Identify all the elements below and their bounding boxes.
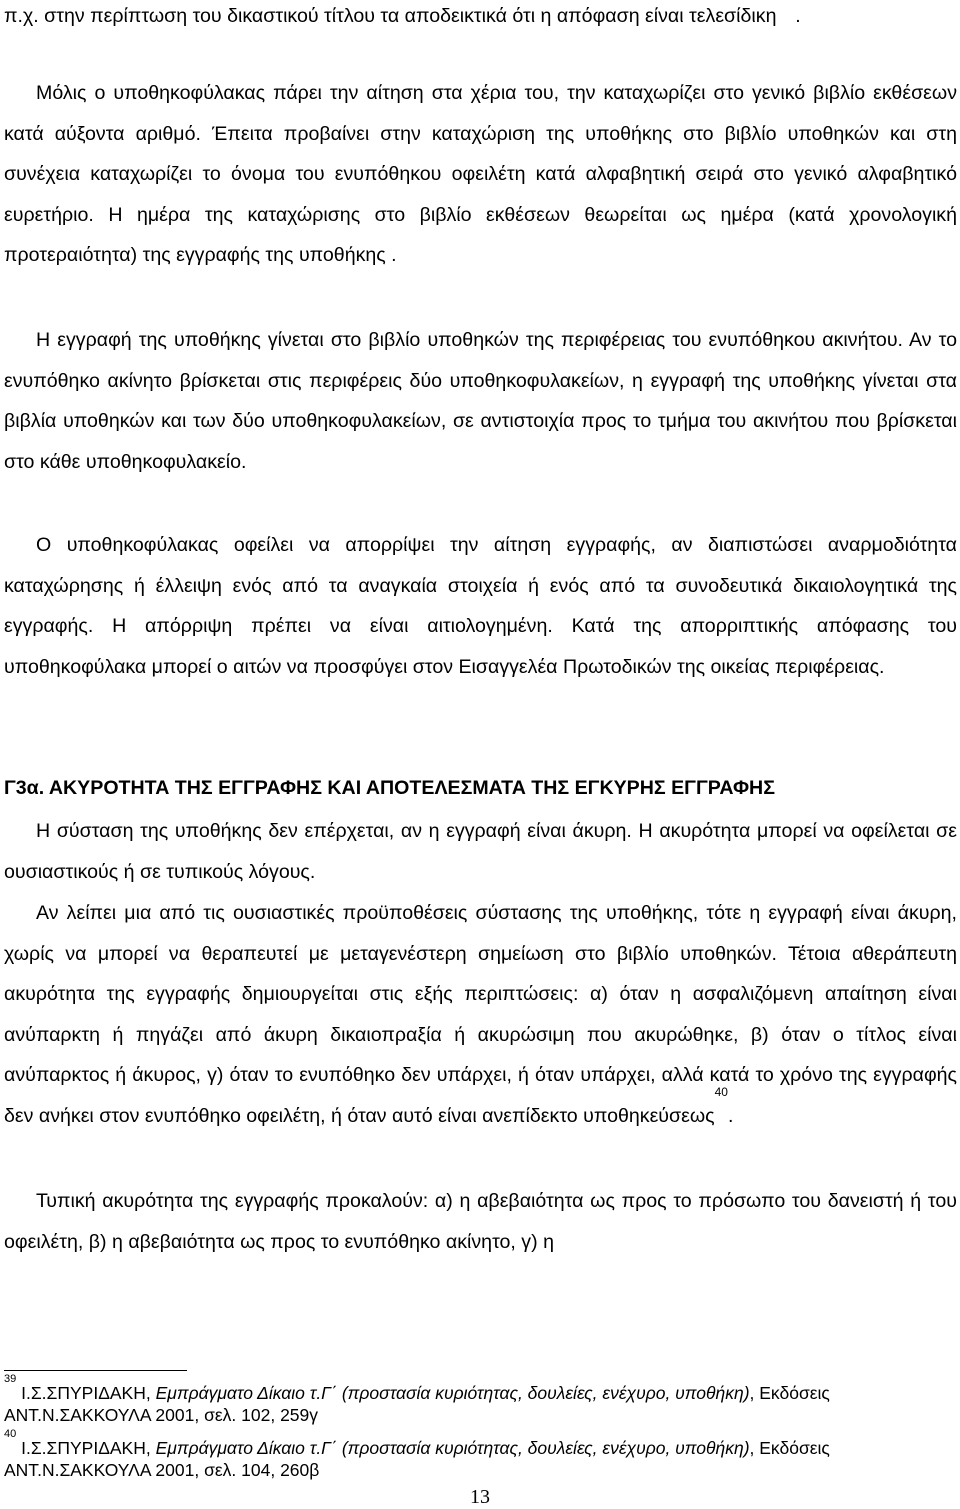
paragraph-6-text: Αν λείπει μια από τις ουσιαστικές προϋποθέσεις σύστασης της υποθήκης, τότε η εγγραφή είναι άκυρη, χωρίς να μπορεί να θεραπευτεί με μεταγενέστερη σημείωση στο βιβλίο υποθηκών. Τέτοια αθεράπευτη ακυρότητα της εγγραφής δημιουργείται στις εξής περιπτώσεις: α) όταν η ασφαλιζόμενη απαίτηση είναι ανύπαρκτη ή πηγάζει από άκυρη δικαιοπραξία ή ακυρώσιμη που ακυρώθηκε, β) όταν ο τίτλος είναι ανύπαρκτος ή άκυρος, γ) όταν το ενυπόθηκο δεν υπάρχει, ή όταν υπάρχει, αλλά κατά το χρόνο της εγγραφής δεν ανήκει στον ενυπόθηκο οφειλέτη, ή όταν αυτό είναι ανεπίδεκτο υποθηκεύσεως xyxy=(4,902,957,1127)
paragraph-1-end: . xyxy=(795,5,801,27)
footnote-title: Εμπράγματο Δίκαιο τ.Γ΄ (προστασία κυριότητας, δουλείες, ενέχυρο, υποθήκη) xyxy=(155,1383,750,1403)
paragraph-3: Η εγγραφή της υποθήκης γίνεται στο βιβλίο υποθηκών της περιφέρειας του ενυπόθηκου ακινήτου. Αν το ενυπόθηκο ακίνητο βρίσκεται στις περιφέρεις δύο υποθηκοφυλακείων, η εγγραφή της υποθήκης γίνεται στα βιβλία υποθηκών και των δύο υποθηκοφυλακείων, σε αντιστοιχία προς το τμήμα του ακινήτου που βρίσκεται στο κάθε υποθηκοφυλακείο. xyxy=(4,329,957,473)
footnote-number: 39 xyxy=(4,1373,17,1385)
section-heading: Γ3α. ΑΚΥΡΟΤΗΤΑ ΤΗΣ ΕΓΓΡΑΦΗΣ ΚΑΙ ΑΠΟΤΕΛΕΣΜΑΤΑ ΤΗΣ ΕΓΚΥΡΗΣ ΕΓΓΡΑΦΗΣ xyxy=(4,777,775,799)
footnote-title: Εμπράγματο Δίκαιο τ.Γ΄ (προστασία κυριότητας, δουλείες, ενέχυρο, υποθήκη) xyxy=(155,1438,750,1458)
paragraph-1-text: π.χ. στην περίπτωση του δικαστικού τίτλου τα αποδεικτικά ότι η απόφαση είναι τελεσίδικη xyxy=(4,5,777,27)
footnote-author: Ι.Σ.ΣΠΥΡΙΔΑΚΗ, xyxy=(21,1438,156,1458)
footnote-ref-40[interactable]: 40 xyxy=(714,1084,728,1099)
paragraph-6-end: . xyxy=(727,1104,734,1127)
paragraph-4: Ο υποθηκοφύλακας οφείλει να απορρίψει την αίτηση εγγραφής, αν διαπιστώσει αναρμοδιότητα καταχώρησης ή έλλειψη ενός από τα αναγκαία στοιχεία ή ενός από τα συνοδευτικά δικαιολογητικά της εγγραφής. Η απόρριψη πρέπει να είναι αιτιολογημένη. Κατά της απορριπτικής απόφασης του υποθηκοφύλακα μπορεί ο αιτών να προσφύγει στον Εισαγγελέα Πρωτοδικών της οικείας περιφέρειας. xyxy=(4,534,957,678)
footnote-number: 40 xyxy=(4,1428,17,1440)
footnote-separator xyxy=(4,1370,187,1371)
paragraph-7: Τυπική ακυρότητα της εγγραφής προκαλούν: α) η αβεβαιότητα ως προς το πρόσωπο του δανειστή ή του οφειλέτη, β) η αβεβαιότητα ως προς το ενυπόθηκο ακίνητο, γ) η xyxy=(4,1190,957,1253)
paragraph-5: Η σύσταση της υποθήκης δεν επέρχεται, αν η εγγραφή είναι άκυρη. Η ακυρότητα μπορεί να οφείλεται σε ουσιαστικούς ή σε τυπικούς λόγους. xyxy=(4,820,957,883)
footnote-publisher: , Εκδόσεις ΑΝΤ.Ν.ΣΑΚΚΟΥΛΑ 2001, σελ. 104, 260β xyxy=(4,1438,830,1480)
footnote-40 xyxy=(4,1428,957,1481)
footnote-publisher: , Εκδόσεις ΑΝΤ.Ν.ΣΑΚΚΟΥΛΑ 2001, σελ. 102, 259γ xyxy=(4,1383,830,1425)
page-number: 13 xyxy=(470,1486,490,1508)
footnote-author: Ι.Σ.ΣΠΥΡΙΔΑΚΗ, xyxy=(21,1383,156,1403)
paragraph-6 xyxy=(4,893,957,1137)
footnote-39 xyxy=(4,1373,957,1426)
paragraph-1 xyxy=(4,0,957,37)
paragraph-2: Μόλις ο υποθηκοφύλακας πάρει την αίτηση στα χέρια του, την καταχωρίζει στο γενικό βιβλίο εκθέσεων κατά αύξοντα αριθμό. Έπειτα προβαίνει στην καταχώριση της υποθήκης στο βιβλίο υποθηκών και στη συνέχεια καταχωρίζει το όνομα του ενυπόθηκου οφειλέτη κατά αλφαβητική σειρά στο γενικό αλφαβητικό ευρετήριο. Η ημέρα της καταχώρισης στο βιβλίο εκθέσεων θεωρείται ως ημέρα (κατά χρονολογική προτεραιότητα) της εγγραφής της υποθήκης . xyxy=(4,82,957,267)
